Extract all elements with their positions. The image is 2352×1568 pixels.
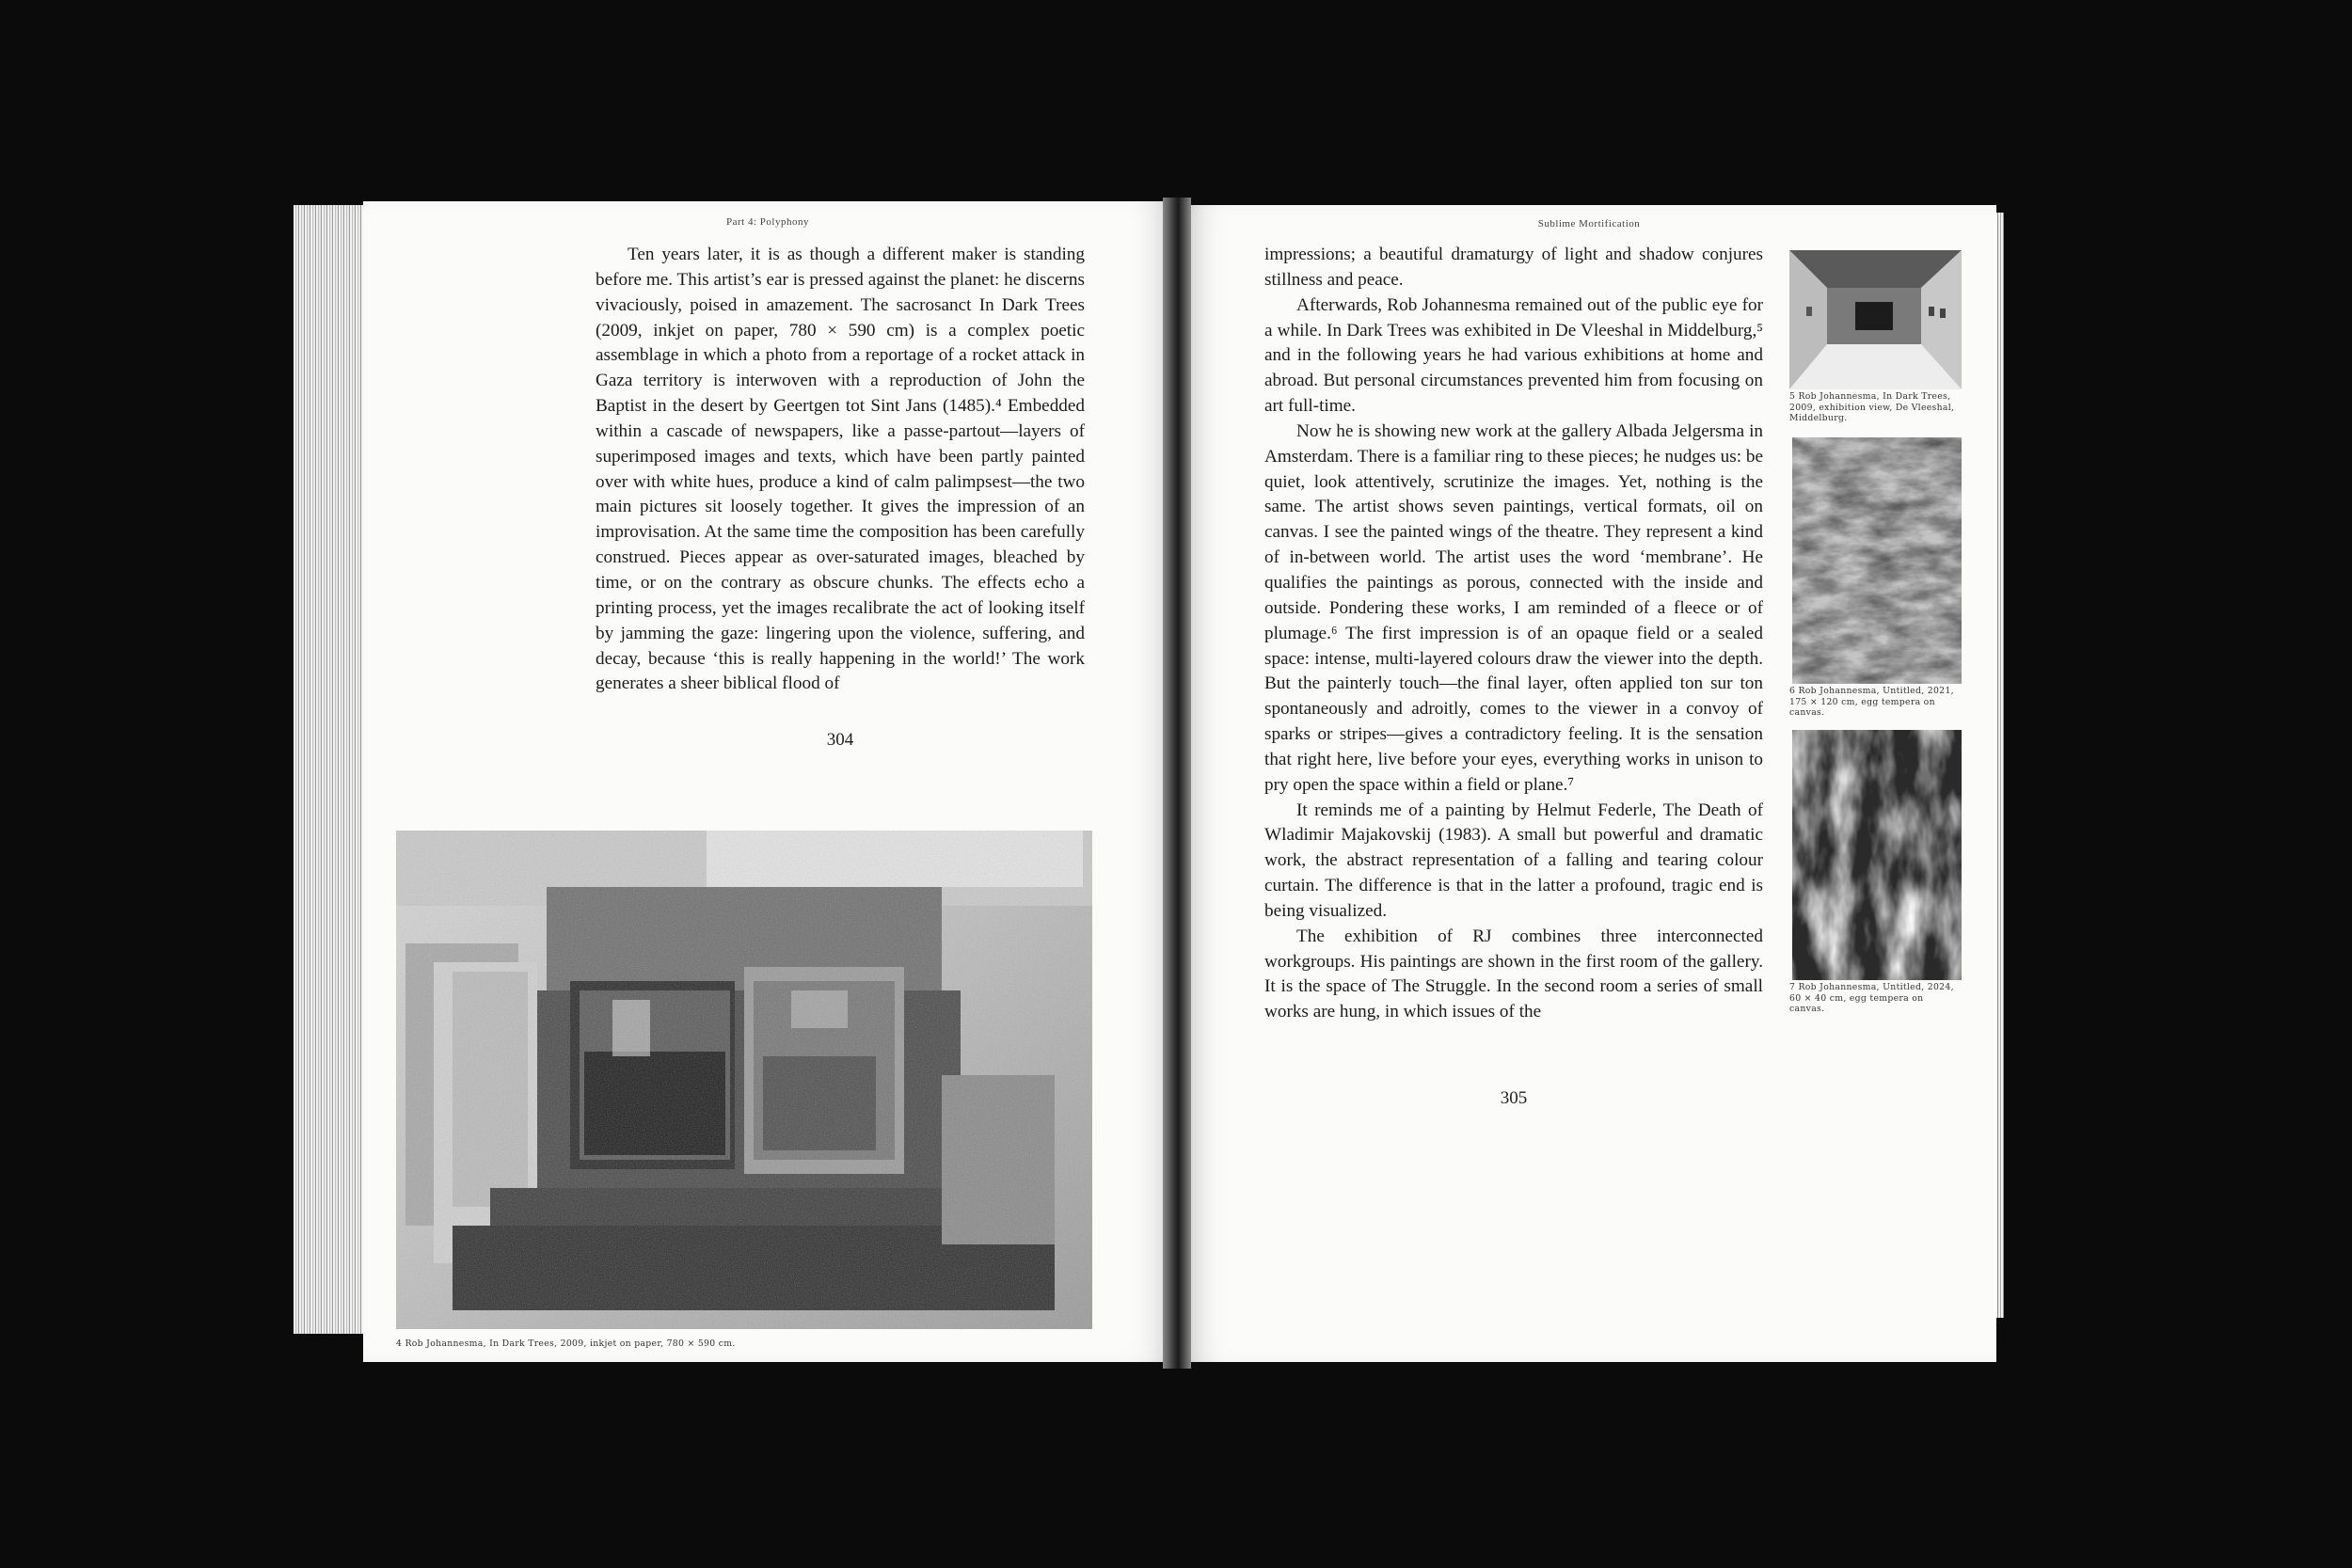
book-gutter — [1163, 198, 1191, 1369]
plate-caption-4: 4 Rob Johannesma, In Dark Trees, 2009, inkjet on paper, 780 × 590 cm. — [396, 1338, 736, 1349]
plate-in-dark-trees — [396, 831, 1092, 1329]
page-block-edge-left — [294, 205, 369, 1334]
plate-caption-5: 5 Rob Johannesma, In Dark Trees, 2009, exhibition view, De Vleeshal, Middelburg. — [1789, 391, 1955, 423]
plate-untitled-2024 — [1792, 730, 1962, 980]
running-head-left: Part 4: Polyphony — [726, 216, 809, 228]
plate-untitled-2021 — [1792, 437, 1962, 684]
paragraph: Ten years later, it is as though a different maker is standing before me. This artist’s ear is pressed against the planet: he discerns vivaciously, poised in amazement. The sacrosanct In Dark Trees (2009, inkjet on paper, 780 × 590 cm) is a complex poetic assemblage in which a photo from a reportage of a rocket attack in Gaza territory is interwoven with a reproduction of John the Baptist in the desert by Geertgen tot Sint Jans (1485).⁴ Embedded within a cascade of newspapers, like a passe-partout—layers of superimposed images and texts, which have been partly painted over with white hues, produce a kind of calm palimpsest—the two main pictures sit loosely together. It gives the impression of an improvisation. At the same time the composition has been carefully construed. Pieces appear as over-saturated images, bleached by time, or on the contrary as obscure chunks. The effects echo a printing process, yet the images recalibrate the act of looking itself by jamming the gaze: lingering upon the violence, suffering, and decay, because ‘this is really happening in the world!’ The work generates a sheer biblical flood of — [596, 245, 1085, 694]
left-page-text — [596, 243, 1085, 697]
plate-caption-6: 6 Rob Johannesma, Untitled, 2021, 175 × 120 cm, egg tempera on canvas. — [1789, 686, 1954, 718]
paragraph: Afterwards, Rob Johannesma remained out of the public eye for a while. In Dark Trees was exhibited in De Vleeshal in Middelburg,⁵ and in the following years he had various exhibitions at home and abroad. But personal circumstances prevented him from focusing on art full-time. — [1264, 294, 1763, 417]
running-head-right: Sublime Mortification — [1537, 218, 1641, 230]
paragraph: The exhibition of RJ combines three interconnected workgroups. His paintings are shown in the first room of the gallery. It is the space of The Struggle. In the second room a series of small works are hung, in which issues of the — [1264, 926, 1763, 1022]
paragraph: It reminds me of a painting by Helmut Federle, The Death of Wladimir Majakovskij (1983). A small but powerful and dramatic work, the abstract representation of a falling and tearing colour curtain. The difference is that in the latter a profound, tragic end is being visualized. — [1264, 800, 1763, 921]
paragraph: impressions; a beautiful dramaturgy of light and shadow conjures stillness and peace. — [1264, 245, 1763, 290]
plate-caption-7: 7 Rob Johannesma, Untitled, 2024, 60 × 40 cm, egg tempera on canvas. — [1789, 982, 1954, 1014]
page-number-right: 305 — [1500, 1088, 1528, 1108]
plate-exhibition-view — [1789, 250, 1962, 389]
paragraph: Now he is showing new work at the gallery Albada Jelgersma in Amsterdam. There is a familiar ring to these pieces; he nudges us: be quiet, look attentively, scrutinize the images. Yet, nothing is the same. The artist shows seven paintings, vertical formats, oil on canvas. I see the painted wings of the theatre. They represent a kind of in-between world. The artist uses the word ‘membrane’. He qualifies the paintings as porous, connected with the inside and outside. Pondering these works, I am reminded of a fleece or of plumage.⁶ The first impression is of an opaque field or a sealed space: intense, multi-layered colours draw the viewer into the depth. But the painterly touch—the final layer, often applied ton sur ton spontaneously and adroitly, comes to the viewer in a convoy of sparks or stripes—gives a contradictory feeling. It is the sensation that right here, live before your eyes, everything works in unison to pry open the space within a field or plane.⁷ — [1264, 420, 1763, 795]
page-number-left: 304 — [826, 730, 854, 750]
right-page-text — [1264, 243, 1763, 1025]
